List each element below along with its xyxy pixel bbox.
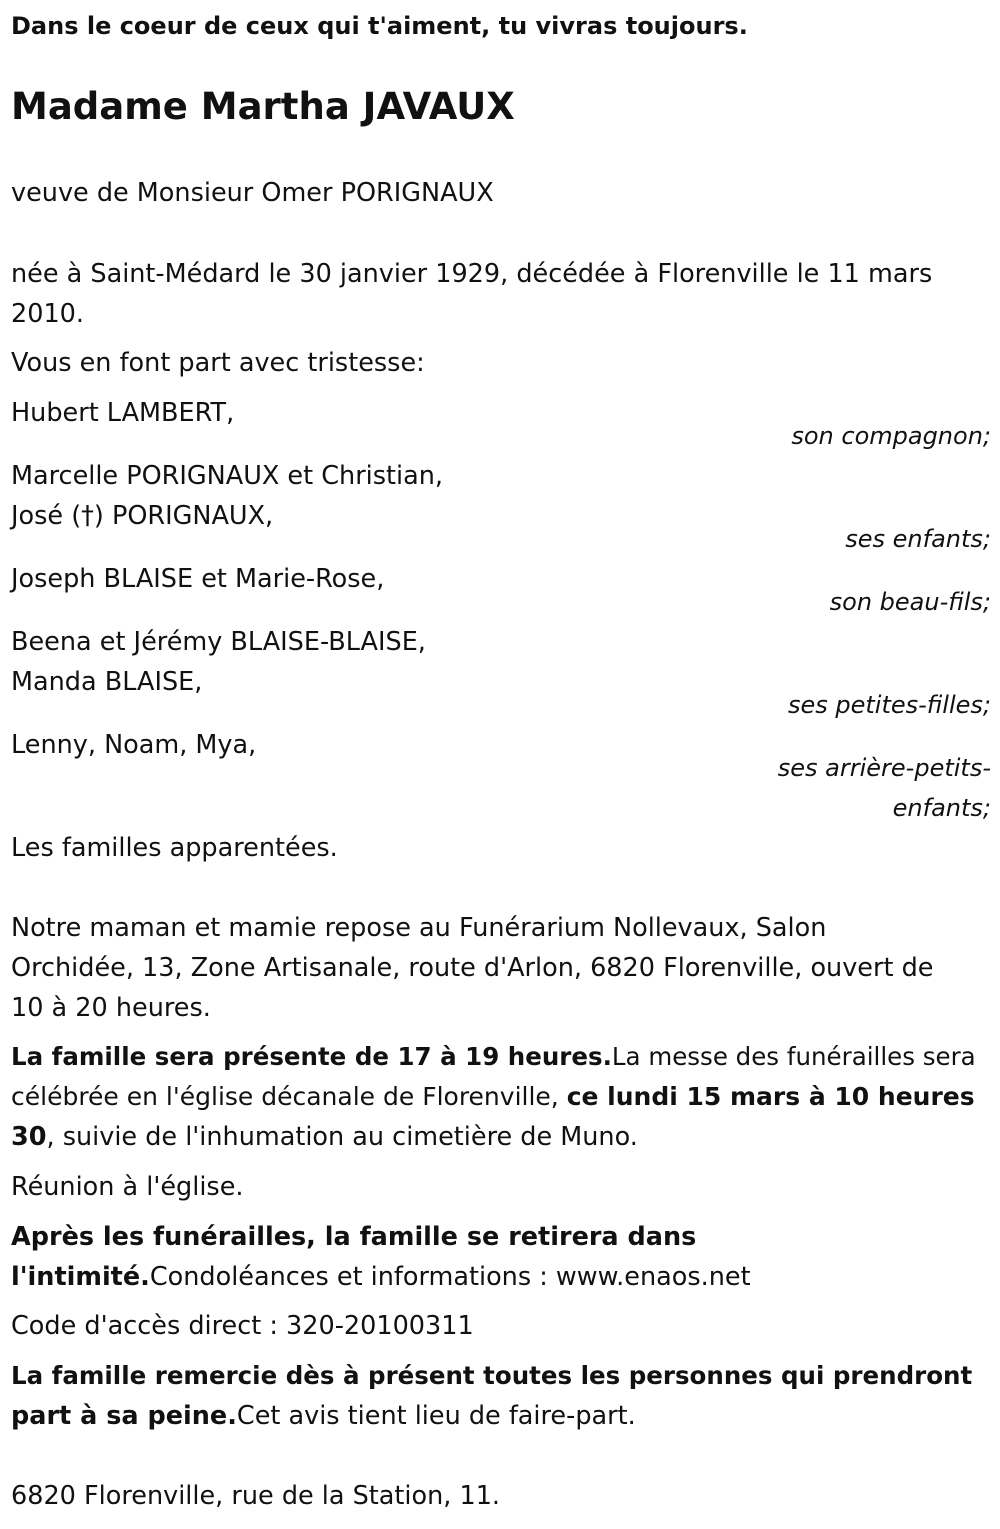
- family-children-relation: ses enfants;: [845, 525, 991, 553]
- family-granddaughters-relation: ses petites-filles;: [787, 691, 991, 719]
- thanks-line-2: part à sa peine.Cet avis tient lieu de faire-part.: [11, 1401, 636, 1431]
- family-stepson-relation: son beau-fils;: [829, 588, 991, 616]
- family-great-grandchildren-relation-2: enfants;: [892, 794, 991, 822]
- family-great-grandchildren-name: Lenny, Noam, Mya,: [11, 730, 257, 760]
- thanks-line-1: La famille remercie dès à présent toutes les personnes qui prendront: [11, 1361, 973, 1390]
- mass-line-3: 30, suivie de l'inhumation au cimetière de Muno.: [11, 1122, 638, 1152]
- family-companion-name: Hubert LAMBERT,: [11, 398, 235, 428]
- birth-death-line-2: 2010.: [11, 299, 85, 329]
- family-companion-relation: son compagnon;: [791, 422, 991, 450]
- family-children-name-1: Marcelle PORIGNAUX et Christian,: [11, 461, 444, 491]
- family-children-name-2: José (†) PORIGNAUX,: [11, 501, 274, 531]
- mass-line-1: La famille sera présente de 17 à 19 heures.La messe des funérailles sera: [11, 1042, 976, 1071]
- family-granddaughters-name-1: Beena et Jérémy BLAISE-BLAISE,: [11, 627, 426, 657]
- reunion-line: Réunion à l'église.: [11, 1172, 244, 1202]
- access-code-line: Code d'accès direct : 320-20100311: [11, 1311, 474, 1341]
- birth-death-line-1: née à Saint-Médard le 30 janvier 1929, décédée à Florenville le 11 mars: [11, 259, 933, 289]
- intimacy-line-1: Après les funérailles, la famille se retirera dans: [11, 1222, 697, 1252]
- epigraph: Dans le coeur de ceux qui t'aiment, tu vivras toujours.: [11, 12, 748, 40]
- family-relatives-line: Les familles apparentées.: [11, 833, 338, 863]
- funerarium-line-1: Notre maman et mamie repose au Funérarium Nollevaux, Salon: [11, 913, 827, 943]
- cross-icon: †: [81, 501, 94, 531]
- widow-of-line: veuve de Monsieur Omer PORIGNAUX: [11, 178, 494, 208]
- funerarium-line-2: Orchidée, 13, Zone Artisanale, route d'Arlon, 6820 Florenville, ouvert de: [11, 953, 934, 983]
- family-stepson-name: Joseph BLAISE et Marie-Rose,: [11, 564, 385, 594]
- family-great-grandchildren-relation-1: ses arrière-petits-: [777, 754, 991, 782]
- family-granddaughters-name-2: Manda BLAISE,: [11, 667, 203, 697]
- mass-line-2: célébrée en l'église décanale de Florenville, ce lundi 15 mars à 10 heures: [11, 1082, 975, 1111]
- address-line: 6820 Florenville, rue de la Station, 11.: [11, 1481, 501, 1511]
- funerarium-line-3: 10 à 20 heures.: [11, 993, 211, 1023]
- announcement-line: Vous en font part avec tristesse:: [11, 348, 425, 378]
- deceased-name-title: Madame Martha JAVAUX: [11, 85, 515, 128]
- intimacy-line-2: l'intimité.Condoléances et informations : www.enaos.net: [11, 1262, 751, 1292]
